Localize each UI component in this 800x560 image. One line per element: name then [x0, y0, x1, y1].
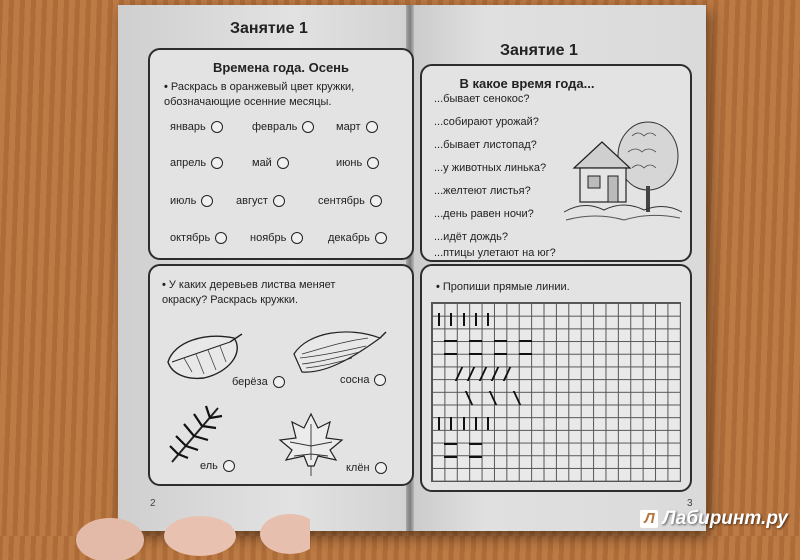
seasons-box-title: Времена года. Осень: [212, 60, 350, 75]
color-circle[interactable]: [201, 195, 213, 207]
right-lesson-title: Занятие 1: [500, 42, 578, 59]
color-circle[interactable]: [291, 232, 303, 244]
question-item: ...идёт дождь?: [434, 231, 508, 243]
sample-stroke: [444, 443, 457, 445]
sample-stroke: [438, 417, 440, 430]
color-circle[interactable]: [215, 232, 227, 244]
right-page-number: 3: [687, 498, 693, 509]
sample-stroke: [469, 443, 482, 445]
sample-stroke: [444, 353, 457, 355]
question-item: ...птицы улетают на юг?: [434, 247, 556, 259]
tree-label: берёза: [232, 376, 268, 388]
labirint-logo-icon: Л: [640, 510, 658, 528]
question-item: ...бывает сенокос?: [434, 93, 530, 105]
color-circle[interactable]: [366, 121, 378, 133]
sample-stroke: [479, 367, 488, 381]
month-july[interactable]: [170, 195, 213, 207]
sample-stroke: [469, 353, 482, 355]
month-label: сентябрь: [318, 195, 365, 207]
month-december[interactable]: [328, 232, 387, 244]
color-circle[interactable]: [370, 195, 382, 207]
question-item: ...бывает листопад?: [434, 139, 537, 151]
month-label: июнь: [336, 157, 363, 169]
color-circle[interactable]: [277, 157, 289, 169]
month-label: февраль: [252, 121, 298, 133]
tree-label: ель: [200, 460, 218, 472]
sample-stroke: [463, 313, 465, 326]
tree-label: сосна: [340, 374, 370, 386]
sample-stroke: [487, 313, 489, 326]
left-lesson-title: Занятие 1: [230, 20, 308, 37]
maple-leaf-icon: [274, 410, 348, 478]
question-box: [420, 64, 692, 262]
month-january[interactable]: [170, 121, 223, 133]
color-circle[interactable]: [367, 157, 379, 169]
sample-stroke: [469, 340, 482, 342]
month-label: март: [336, 121, 361, 133]
month-label: январь: [170, 121, 206, 133]
sample-stroke: [489, 391, 498, 405]
sample-stroke: [463, 417, 465, 430]
tree-option-pine[interactable]: [340, 374, 386, 386]
sample-stroke: [487, 417, 489, 430]
month-april[interactable]: [170, 157, 223, 169]
month-october[interactable]: [170, 232, 227, 244]
month-label: май: [252, 157, 272, 169]
sample-stroke: [465, 391, 474, 405]
seasons-instruction-text: Раскрась в оранжевый цвет кружки, обозначающие осенние месяцы.: [164, 81, 355, 108]
sample-stroke: [467, 367, 476, 381]
month-august[interactable]: [236, 195, 285, 207]
lines-instruction-text: Пропиши прямые линии.: [442, 281, 570, 293]
month-june[interactable]: [336, 157, 379, 169]
color-circle[interactable]: [223, 460, 235, 472]
tree-option-spruce[interactable]: [200, 460, 235, 472]
month-label: октябрь: [170, 232, 211, 244]
color-circle[interactable]: [374, 374, 386, 386]
village-house-icon: [562, 116, 684, 226]
left-page-number: 2: [150, 498, 156, 509]
sample-stroke: [469, 456, 482, 458]
color-circle[interactable]: [273, 376, 285, 388]
tree-option-birch[interactable]: [232, 376, 285, 388]
seasons-box: [148, 48, 414, 260]
sample-stroke: [491, 367, 500, 381]
tree-label: клён: [346, 462, 370, 474]
seasons-instruction: • Раскрась в оранжевый цвет кружки, обозначающие осенние месяцы.: [164, 81, 355, 108]
spruce-branch-icon: [166, 402, 226, 466]
sample-stroke: [475, 313, 477, 326]
color-circle[interactable]: [211, 121, 223, 133]
sample-stroke: [444, 340, 457, 342]
month-label: июль: [170, 195, 197, 207]
color-circle[interactable]: [273, 195, 285, 207]
sample-stroke: [519, 340, 532, 342]
sample-stroke: [455, 367, 464, 381]
month-label: август: [236, 195, 268, 207]
month-march[interactable]: [336, 121, 378, 133]
sample-stroke: [450, 417, 452, 430]
color-circle[interactable]: [302, 121, 314, 133]
color-circle[interactable]: [211, 157, 223, 169]
sample-stroke: [444, 456, 457, 458]
lines-instruction: • Пропиши прямые линии.: [436, 281, 570, 293]
month-label: апрель: [170, 157, 207, 169]
sample-stroke: [519, 353, 532, 355]
watermark-text: Лабиринт.ру: [662, 508, 788, 529]
trees-instruction-text: У каких деревьев листва меняет окраску? Раскрась кружки.: [162, 279, 336, 306]
sample-stroke: [450, 313, 452, 326]
sample-stroke: [494, 340, 507, 342]
writing-grid[interactable]: [431, 302, 681, 482]
hand-fingers: [70, 500, 310, 560]
tree-option-maple[interactable]: [346, 462, 387, 474]
sample-stroke: [494, 353, 507, 355]
month-november[interactable]: [250, 232, 303, 244]
question-item: ...желтеют листья?: [434, 185, 531, 197]
sample-stroke: [438, 313, 440, 326]
sample-stroke: [503, 367, 512, 381]
month-label: ноябрь: [250, 232, 287, 244]
month-september[interactable]: [318, 195, 382, 207]
month-february[interactable]: [252, 121, 314, 133]
labirint-watermark: [640, 508, 788, 530]
trees-box: [148, 264, 414, 486]
sample-stroke: [475, 417, 477, 430]
month-label: декабрь: [328, 232, 370, 244]
month-may[interactable]: [252, 157, 289, 169]
question-item: ...у животных линька?: [434, 162, 547, 174]
sample-stroke: [513, 391, 522, 405]
question-item: ...собирают урожай?: [434, 116, 539, 128]
color-circle[interactable]: [375, 232, 387, 244]
trees-instruction: • У каких деревьев листва меняет окраску? Раскрась кружки.: [162, 279, 336, 306]
question-box-title: В какое время года...: [459, 76, 595, 91]
question-item: ...день равен ночи?: [434, 208, 534, 220]
birch-leaf-icon: [164, 332, 248, 382]
color-circle[interactable]: [375, 462, 387, 474]
